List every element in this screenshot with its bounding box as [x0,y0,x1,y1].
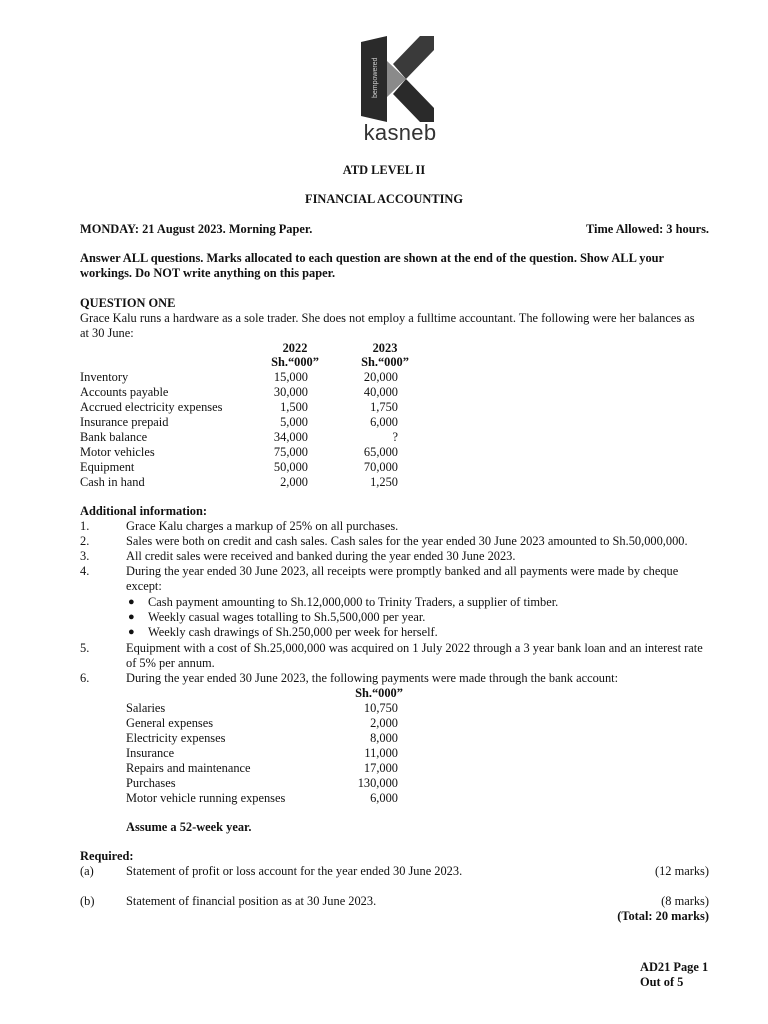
balance-2023: ? [392,430,398,444]
payment-value: 8,000 [370,731,398,745]
question-intro-line-1: Grace Kalu runs a hardware as a sole trader. She does not employ a fulltime accountant. The following were her balances as [80,311,695,325]
balance-label: Cash in hand [80,475,145,489]
balance-label: Accounts payable [80,385,169,399]
exam-subject: FINANCIAL ACCOUNTING [305,192,463,206]
logo-wordmark: kasneb [363,120,437,145]
payment-label: Electricity expenses [126,731,226,745]
balance-2022: 15,000 [273,370,308,384]
kasneb-logo-icon [357,36,437,122]
payment-label: Insurance [126,746,175,760]
item-text: Grace Kalu charges a markup of 25% on all purchases. [126,519,399,533]
item-text: Equipment with a cost of Sh.25,000,000 was acquired on 1 July 2022 through a 3 year bank loan and an interest rate [126,641,703,655]
required-title: Required: [80,849,134,863]
page-total: Out of 5 [640,975,684,989]
balance-2022: 5,000 [280,415,308,429]
required-label: (a) [80,864,94,878]
bullet-text: Weekly cash drawings of Sh.250,000 per week for herself. [148,625,438,639]
item-text: Sales were both on credit and cash sales. Cash sales for the year ended 30 June 2023 amounted to Sh.50,000,000. [126,534,688,548]
bullet-icon: ● [128,611,135,623]
item-text-continued: except: [126,579,162,593]
required-text: Statement of financial position as at 30 June 2023. [126,894,377,908]
item-number: 4. [80,564,90,578]
required-marks: (12 marks) [654,864,709,878]
payment-value: 10,750 [363,701,398,715]
payment-label: Repairs and maintenance [126,761,251,775]
item-number: 5. [80,641,90,655]
balance-2022: 75,000 [273,445,308,459]
required-marks: (8 marks) [661,894,709,908]
balance-label: Inventory [80,370,129,384]
payment-label: Motor vehicle running expenses [126,791,286,805]
required-text: Statement of profit or loss account for the year ended 30 June 2023. [126,864,463,878]
balance-2023: 65,000 [363,445,398,459]
payment-label: Purchases [126,776,176,790]
bullet-text: Weekly casual wages totalling to Sh.5,500,000 per year. [148,610,426,624]
item-number: 1. [80,519,90,533]
exam-date: MONDAY: 21 August 2023. Morning Paper. [80,222,313,236]
balance-label: Equipment [80,460,135,474]
item-text: All credit sales were received and banked during the year ended 30 June 2023. [126,549,516,563]
balance-label: Bank balance [80,430,148,444]
balance-2022: 2,000 [280,475,308,489]
payments-unit-header: Sh.“000” [355,686,403,700]
additional-info-title: Additional information: [80,504,208,518]
payment-value: 17,000 [363,761,398,775]
svg-text:bempowered: bempowered [372,57,379,98]
balance-2023: 1,250 [370,475,398,489]
payment-label: Salaries [126,701,166,715]
time-allowed: Time Allowed: 3 hours. [586,222,709,236]
unit-2022-header: Sh.“000” [271,355,319,369]
balance-2023: 70,000 [363,460,398,474]
balance-2023: 20,000 [363,370,398,384]
item-number: 6. [80,671,90,685]
required-label: (b) [80,894,95,908]
exam-level: ATD LEVEL II [342,163,426,177]
instructions-line-1: Answer ALL questions. Marks allocated to each question are shown at the end of the question. Show ALL your [80,251,665,265]
item-text-continued: of 5% per annum. [126,656,215,670]
bullet-text: Cash payment amounting to Sh.12,000,000 to Trinity Traders, a supplier of timber. [148,595,559,609]
payment-value: 11,000 [364,746,398,760]
question-title: QUESTION ONE [80,296,176,310]
item-text: During the year ended 30 June 2023, all receipts were promptly banked and all payments were made by cheque [126,564,679,578]
balance-2022: 50,000 [273,460,308,474]
balance-2022: 30,000 [273,385,308,399]
bullet-icon: ● [128,596,135,608]
unit-2023-header: Sh.“000” [361,355,409,369]
balance-label: Motor vehicles [80,445,155,459]
year-2023-header: 2023 [372,341,398,355]
assumption-note: Assume a 52-week year. [126,820,252,834]
balance-label: Insurance prepaid [80,415,169,429]
year-2022-header: 2022 [282,341,308,355]
payment-value: 6,000 [370,791,398,805]
payment-value: 2,000 [370,716,398,730]
payment-label: General expenses [126,716,214,730]
balance-2022: 1,500 [280,400,308,414]
instructions-line-2: workings. Do NOT write anything on this paper. [80,266,336,280]
payment-value: 130,000 [357,776,398,790]
bullet-icon: ● [128,626,135,638]
total-marks: (Total: 20 marks) [617,909,709,923]
page-number: AD21 Page 1 [640,960,709,974]
item-text: During the year ended 30 June 2023, the following payments were made through the bank account: [126,671,619,685]
item-number: 3. [80,549,90,563]
balance-2023: 6,000 [370,415,398,429]
balance-label: Accrued electricity expenses [80,400,223,414]
balance-2023: 1,750 [370,400,398,414]
balance-2023: 40,000 [363,385,398,399]
balance-2022: 34,000 [273,430,308,444]
item-number: 2. [80,534,90,548]
question-intro-line-2: at 30 June: [80,326,134,340]
